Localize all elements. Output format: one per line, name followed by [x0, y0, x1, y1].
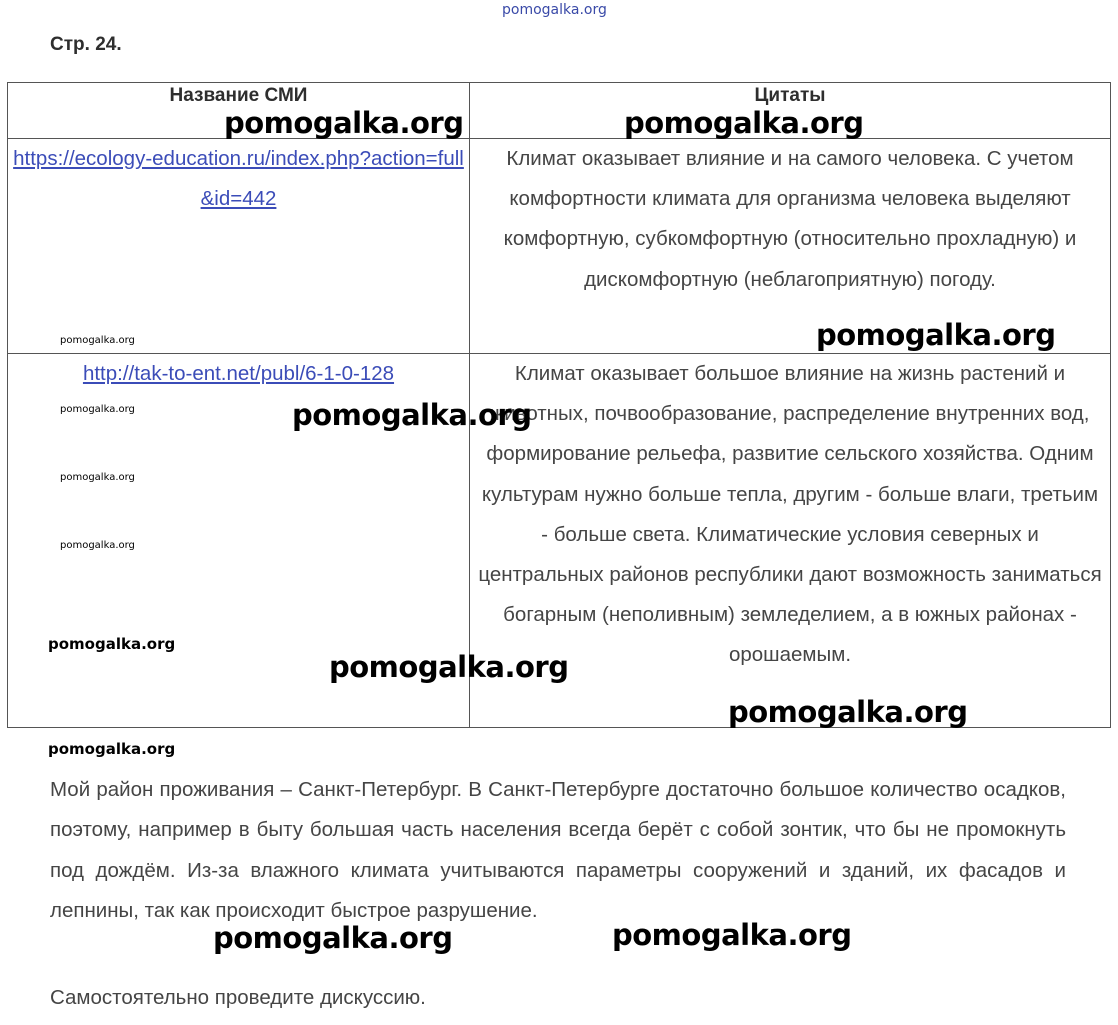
watermark: pomogalka.org — [292, 398, 532, 432]
page-reference: Стр. 24. — [50, 34, 122, 55]
watermark: pomogalka.org — [329, 650, 569, 684]
watermark: pomogalka.org — [60, 335, 135, 346]
table-header-row — [8, 83, 1111, 139]
source-link[interactable]: https://ecology-education.ru/index.php?action=full&id=442 — [13, 147, 464, 210]
watermark: pomogalka.org — [213, 921, 453, 955]
column-header-media-name: Название СМИ — [8, 83, 470, 139]
watermark: pomogalka.org — [60, 472, 135, 483]
site-link[interactable]: pomogalka.org — [502, 2, 607, 18]
watermark: pomogalka.org — [224, 106, 464, 140]
quote-cell: Климат оказывает влияние и на самого человека. С учетом комфортности климата для организма человека выделяют комфортную, субкомфортную (относительно прохладную) и дискомфортную (неблагоприятную) погоду. — [470, 139, 1111, 354]
watermark: pomogalka.org — [728, 695, 968, 729]
watermark: pomogalka.org — [48, 740, 176, 758]
answer-paragraph: Мой район проживания – Санкт-Петербург. В Санкт-Петербурге достаточно большое количество осадков, поэтому, например в быту большая часть населения всегда берёт с собой зонтик, что бы не промокнуть под дождём. Из-за влажного климата учитываются параметры сооружений и зданий, их фасадов и лепнины, так как происходит быстрое разрушение. — [50, 778, 1066, 923]
watermark: pomogalka.org — [48, 635, 176, 653]
watermark: pomogalka.org — [60, 540, 135, 551]
watermark: pomogalka.org — [624, 106, 864, 140]
watermark: pomogalka.org — [60, 404, 135, 415]
task-instruction: Самостоятельно проведите дискуссию. — [50, 986, 426, 1009]
watermark: pomogalka.org — [612, 918, 852, 952]
source-link[interactable]: http://tak-to-ent.net/publ/6-1-0-128 — [82, 362, 395, 385]
watermark: pomogalka.org — [816, 318, 1056, 352]
source-cell — [8, 139, 470, 354]
column-header-quotes: Цитаты — [470, 83, 1111, 139]
media-quotes-table — [7, 82, 1111, 728]
quote-cell: Климат оказывает большое влияние на жизнь растений и животных, почвообразование, распределение внутренних вод, формирование рельефа, развитие сельского хозяйства. Одним культурам нужно больше тепла, другим - больше влаги, третьим - больше света. Климатические условия северных и центральных районов республики дают возможность заниматься богарным (неполивным) земледелием, а в южных районах - орошаемым. — [470, 354, 1111, 728]
